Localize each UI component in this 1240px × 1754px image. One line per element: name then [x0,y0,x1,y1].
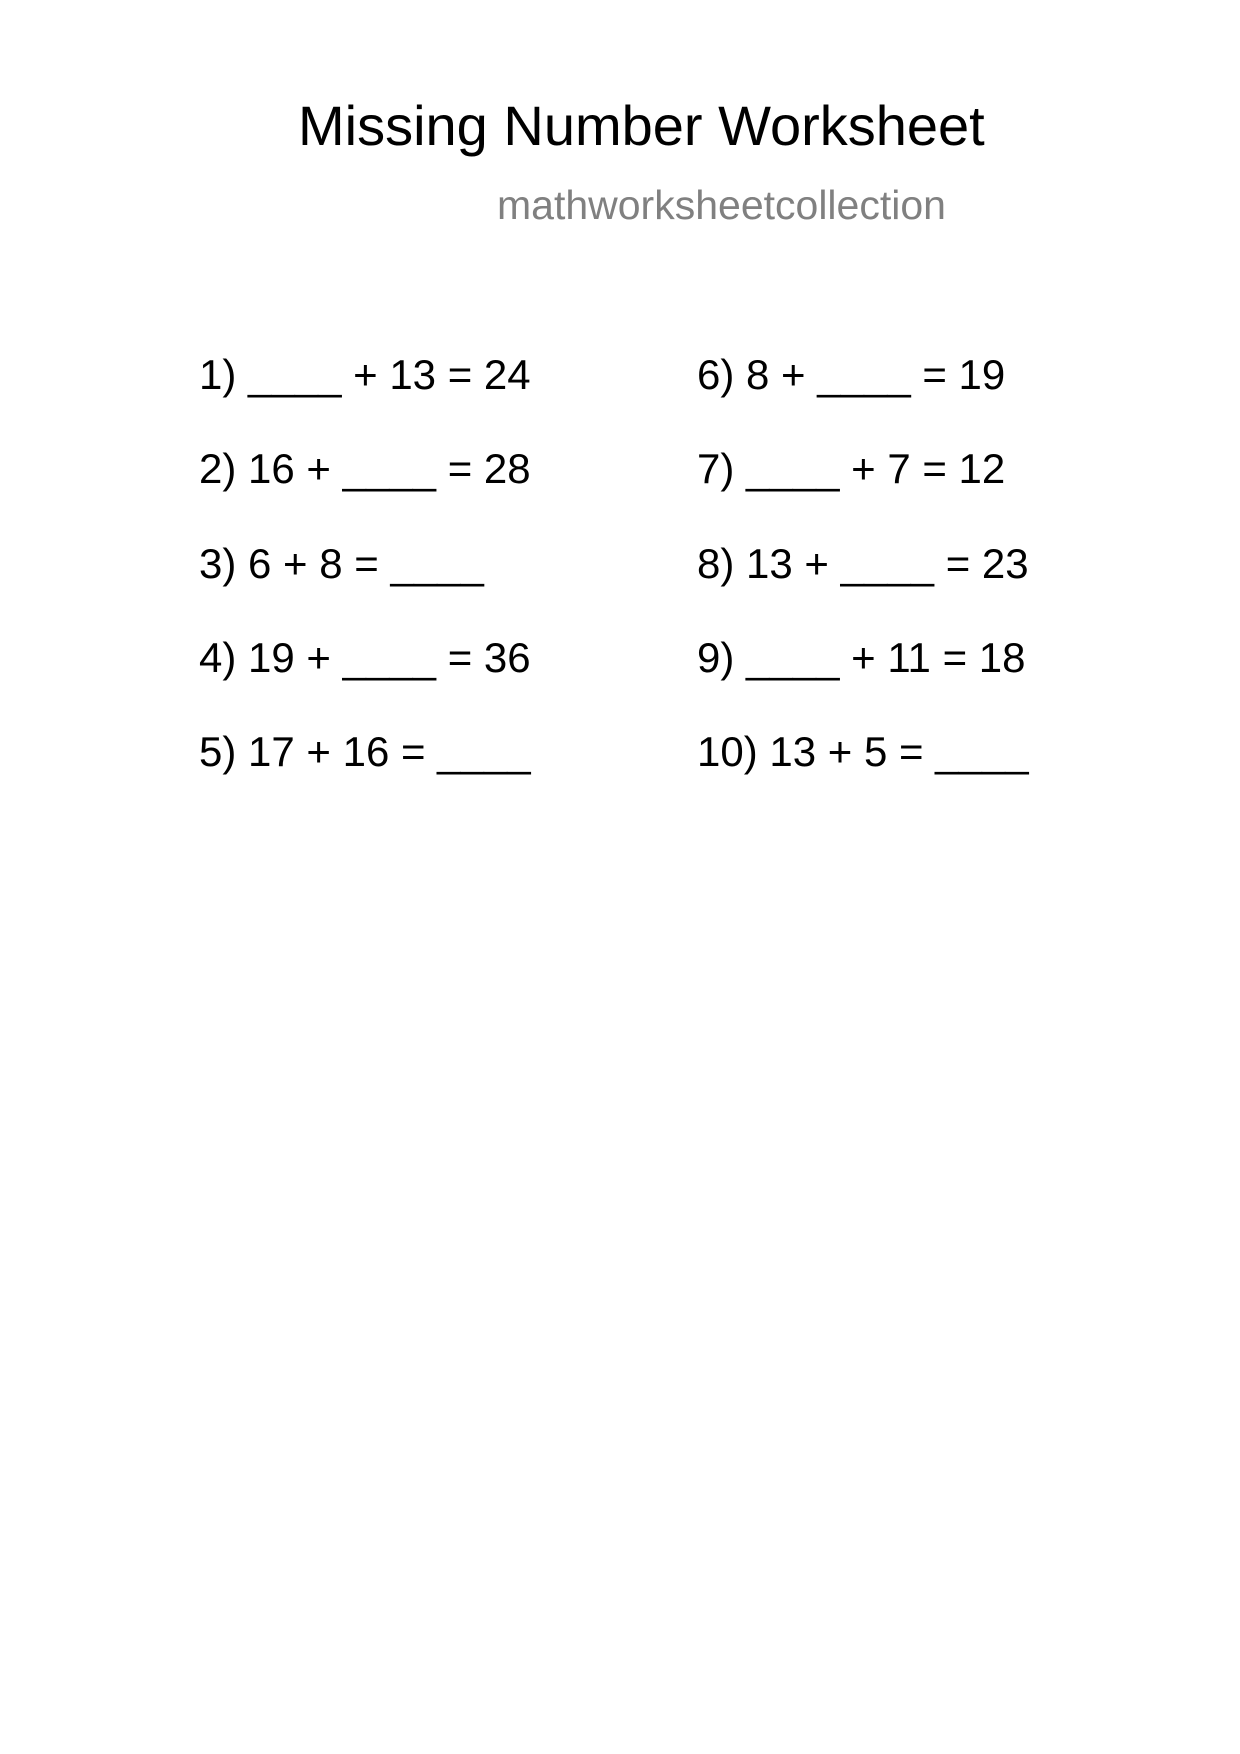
problem-8: 8) 13 + ____ = 23 [697,540,1029,587]
problem-1: 1) ____ + 13 = 24 [199,351,531,398]
problem-2: 2) 16 + ____ = 28 [199,445,531,492]
page-title: Missing Number Worksheet [298,94,985,157]
problem-4: 4) 19 + ____ = 36 [199,634,531,681]
problem-5: 5) 17 + 16 = ____ [199,728,531,775]
problem-7: 7) ____ + 7 = 12 [697,445,1006,492]
source-subtitle: mathworksheetcollection [497,182,946,228]
problem-6: 6) 8 + ____ = 19 [697,351,1006,398]
problem-10: 10) 13 + 5 = ____ [697,728,1029,775]
problem-3: 3) 6 + 8 = ____ [199,540,484,587]
problem-9: 9) ____ + 11 = 18 [697,634,1026,681]
